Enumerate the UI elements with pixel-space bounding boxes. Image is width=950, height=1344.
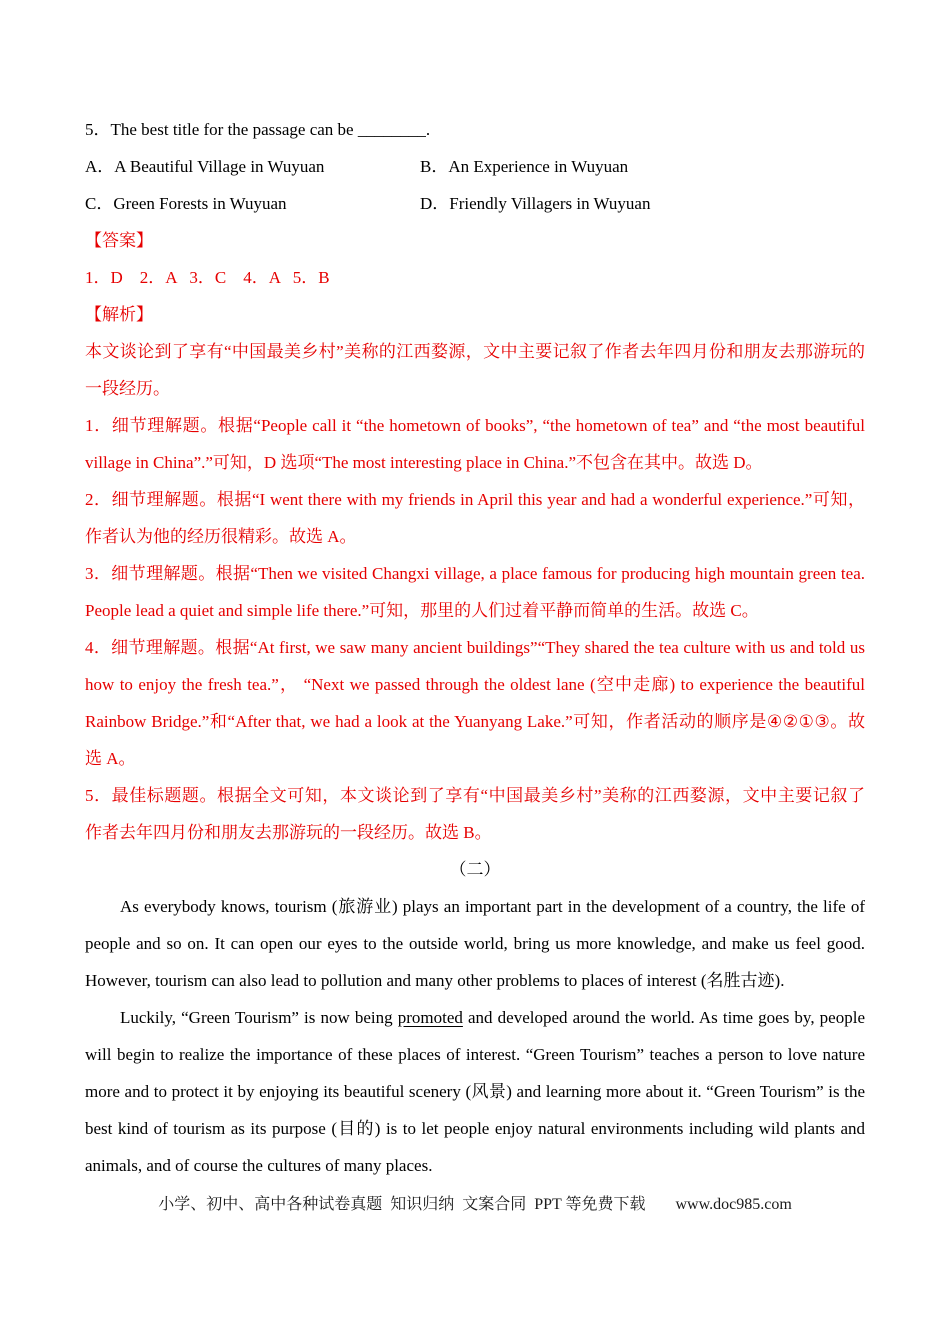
analysis-line: 2．细节理解题。根据“I went there with my friends in April this year and had a wonderful experience.”可知， xyxy=(85,490,865,509)
option-right: D．Friendly Villagers in Wuyuan xyxy=(420,194,651,213)
analysis-line: how to enjoy the fresh tea.”， “Next we passed through the oldest lane (空中走廊) to experience the beautiful xyxy=(85,675,865,694)
passage-line: will begin to realize the importance of these places of interest. “Green Tourism” teaches a person to love nature xyxy=(85,1045,865,1064)
option-row xyxy=(85,148,865,185)
question-stem: 5．The best title for the passage can be ________. xyxy=(85,120,431,139)
passage-line: animals, and of course the cultures of many places. xyxy=(85,1156,433,1175)
passage-line: As everybody knows, tourism (旅游业) plays an important part in the development of a country, the life of xyxy=(120,897,865,916)
analysis-line: People lead a quiet and simple life there.”可知，那里的人们过着平静而简单的生活。故选 C。 xyxy=(85,601,759,620)
analysis-line: 4．细节理解题。根据“At first, we saw many ancient buildings”“They shared the tea culture with us and told us xyxy=(85,638,865,657)
passage-text-segment: and developed around the world. As time goes by, people xyxy=(462,1008,865,1027)
option-right: B．An Experience in Wuyuan xyxy=(420,157,629,176)
analysis-line: 5．最佳标题题。根据全文可知，本文谈论到了享有“中国最美乡村”美称的江西婺源，文中主要记叙了 xyxy=(85,786,865,805)
analysis-line: 1．细节理解题。根据“People call it “the hometown of books”, “the hometown of tea” and “the most beautiful xyxy=(85,416,865,435)
answer-label: 【答案】 xyxy=(85,231,153,250)
section-two-heading: （二） xyxy=(449,860,501,879)
passage-line: However, tourism can also lead to pollution and many other problems to places of interest (名胜古迹). xyxy=(85,971,785,990)
page-footer xyxy=(0,1190,950,1220)
option-left: C．Green Forests in Wuyuan xyxy=(85,194,287,213)
analysis-line: 作者去年四月份和朋友去那游玩的一段经历。故选 B。 xyxy=(85,823,492,842)
passage-line: people and so on. It can open our eyes to the outside world, bring us more knowledge, and make us feel good. xyxy=(85,934,865,953)
analysis-line: 本文谈论到了享有“中国最美乡村”美称的江西婺源，文中主要记叙了作者去年四月份和朋友去那游玩的 xyxy=(85,342,865,361)
passage-line: best kind of tourism as its purpose (目的) is to let people enjoy natural environments including wild plants and xyxy=(85,1119,865,1138)
underlined-word: promoted xyxy=(397,1008,463,1027)
passage-text-segment: Luckily, “Green Tourism” is now being xyxy=(120,1008,398,1027)
passage-line xyxy=(85,999,865,1036)
analysis-line: 一段经历。 xyxy=(85,379,170,398)
option-left: A．A Beautiful Village in Wuyuan xyxy=(85,157,325,176)
option-row xyxy=(85,185,865,222)
footer-url: www.doc985.com xyxy=(675,1196,792,1213)
analysis-line: 作者认为他的经历很精彩。故选 A。 xyxy=(85,527,357,546)
analysis-line: village in China”.”可知，D 选项“The most interesting place in China.”不包含在其中。故选 D。 xyxy=(85,453,763,472)
analysis-line: Rainbow Bridge.”和“After that, we had a look at the Yuanyang Lake.”可知，作者活动的顺序是④②①③。故 xyxy=(85,712,865,731)
answer-values: 1．D 2．A 3．C 4．A 5．B xyxy=(85,268,330,287)
analysis-label: 【解析】 xyxy=(85,305,153,324)
footer-site-info: 小学、初中、高中各种试卷真题 知识归纳 文案合同 PPT 等免费下载 xyxy=(158,1196,646,1213)
analysis-line: 选 A。 xyxy=(85,749,136,768)
passage-line: more and to protect it by enjoying its beautiful scenery (风景) and learning more about it. “Green Tourism” is the xyxy=(85,1082,865,1101)
analysis-line: 3．细节理解题。根据“Then we visited Changxi village, a place famous for producing high mountain green tea. xyxy=(85,564,865,583)
